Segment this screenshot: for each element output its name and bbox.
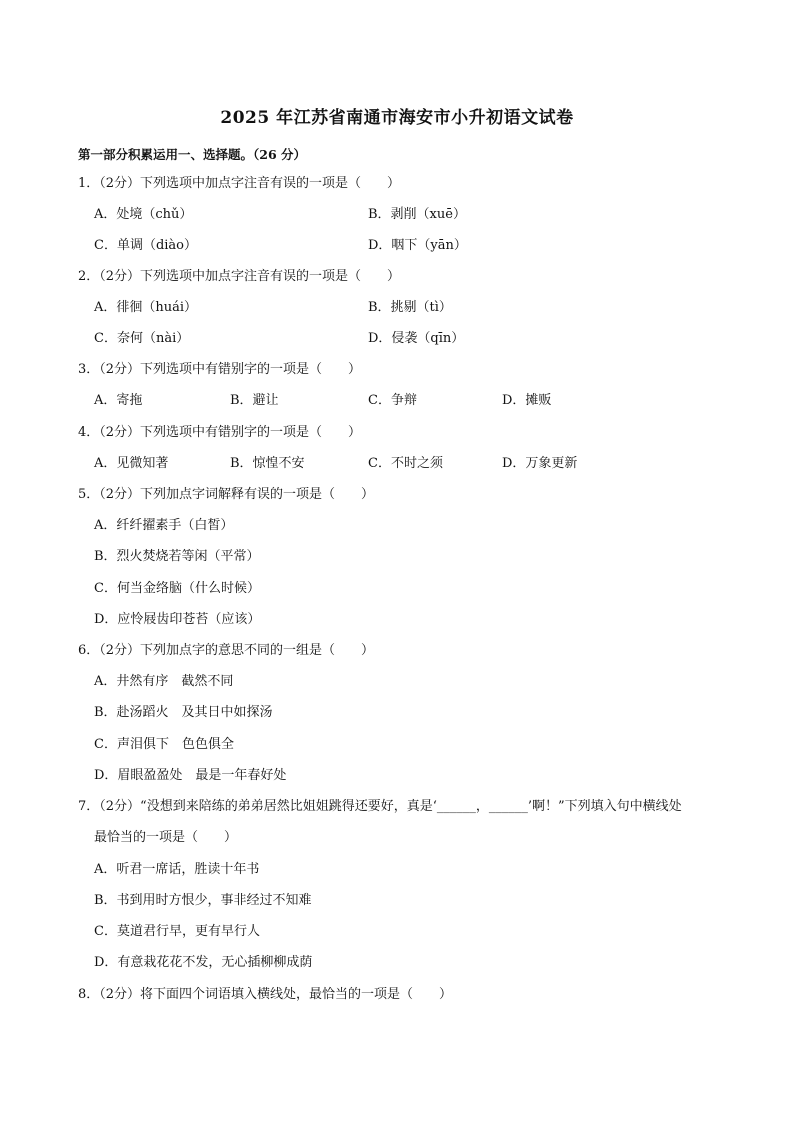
q1-option-d: D．咽下（yān） [368,238,467,253]
q3-option-c: C．争辩 [368,393,417,408]
q5-option-d: D．应怜屐齿印苍苔（应该） [94,612,261,627]
section-heading: 第一部分积累运用一、选择题。（26 分） [78,147,306,162]
question-3-stem: 3．（2分）下列选项中有错别字的一项是（ ） [78,362,362,377]
question-7-stem-continued: 最恰当的一项是（ ） [94,830,238,845]
q2-option-d: D．侵袭（qīn） [368,331,465,346]
question-5-stem: 5．（2分）下列加点字词解释有误的一项是（ ） [78,487,375,502]
q3-option-d: D．摊贩 [502,393,552,408]
q3-option-a: A．寄拖 [94,393,143,408]
q6-option-c: C．声泪俱下 色色俱全 [94,737,234,752]
page-title: 2025 年江苏省南通市海安市小升初语文试卷 [220,108,574,128]
q4-option-d: D．万象更新 [502,456,578,471]
q7-option-a: A．听君一席话，胜读十年书 [94,862,260,877]
q5-option-c: C．何当金络脑（什么时候） [94,581,260,596]
question-6-stem: 6．（2分）下列加点字的意思不同的一组是（ ） [78,643,375,658]
q6-option-a: A．井然有序 截然不同 [94,674,234,689]
q7-option-c: C．莫道君行早，更有早行人 [94,924,260,939]
q1-option-b: B．剥削（xuē） [368,207,466,222]
q7-option-b: B．书到用时方恨少，事非经过不知难 [94,893,312,908]
q4-option-b: B．惊惶不安 [230,456,305,471]
q6-option-b: B．赴汤蹈火 及其日中如探汤 [94,705,273,720]
question-7-stem: 7．（2分）“没想到来陪练的弟弟居然比姐姐跳得还要好，真是‘______，______’啊！”下列填入句中横线处 [78,799,682,814]
q4-option-c: C．不时之须 [368,456,443,471]
q6-option-d: D．眉眼盈盈处 最是一年春好处 [94,768,287,783]
q2-option-b: B．挑剔（tì） [368,300,452,315]
q4-option-a: A．见微知著 [94,456,169,471]
question-1-stem: 1．（2分）下列选项中加点字注音有误的一项是（ ） [78,176,401,191]
question-4-stem: 4．（2分）下列选项中有错别字的一项是（ ） [78,425,362,440]
question-8-stem: 8．（2分）将下面四个词语填入横线处，最恰当的一项是（ ） [78,987,453,1002]
q7-option-d: D．有意栽花花不发，无心插柳柳成荫 [94,955,313,970]
question-2-stem: 2．（2分）下列选项中加点字注音有误的一项是（ ） [78,269,401,284]
q2-option-c: C．奈何（nài） [94,331,190,346]
q5-option-b: B．烈火焚烧若等闲（平常） [94,549,260,564]
q5-option-a: A．纤纤擢素手（白皙） [94,518,234,533]
q1-option-a: A．处境（chǔ） [94,207,193,222]
q2-option-a: A．徘徊（huái） [94,300,198,315]
q3-option-b: B．避让 [230,393,279,408]
q1-option-c: C．单调（diào） [94,238,198,253]
